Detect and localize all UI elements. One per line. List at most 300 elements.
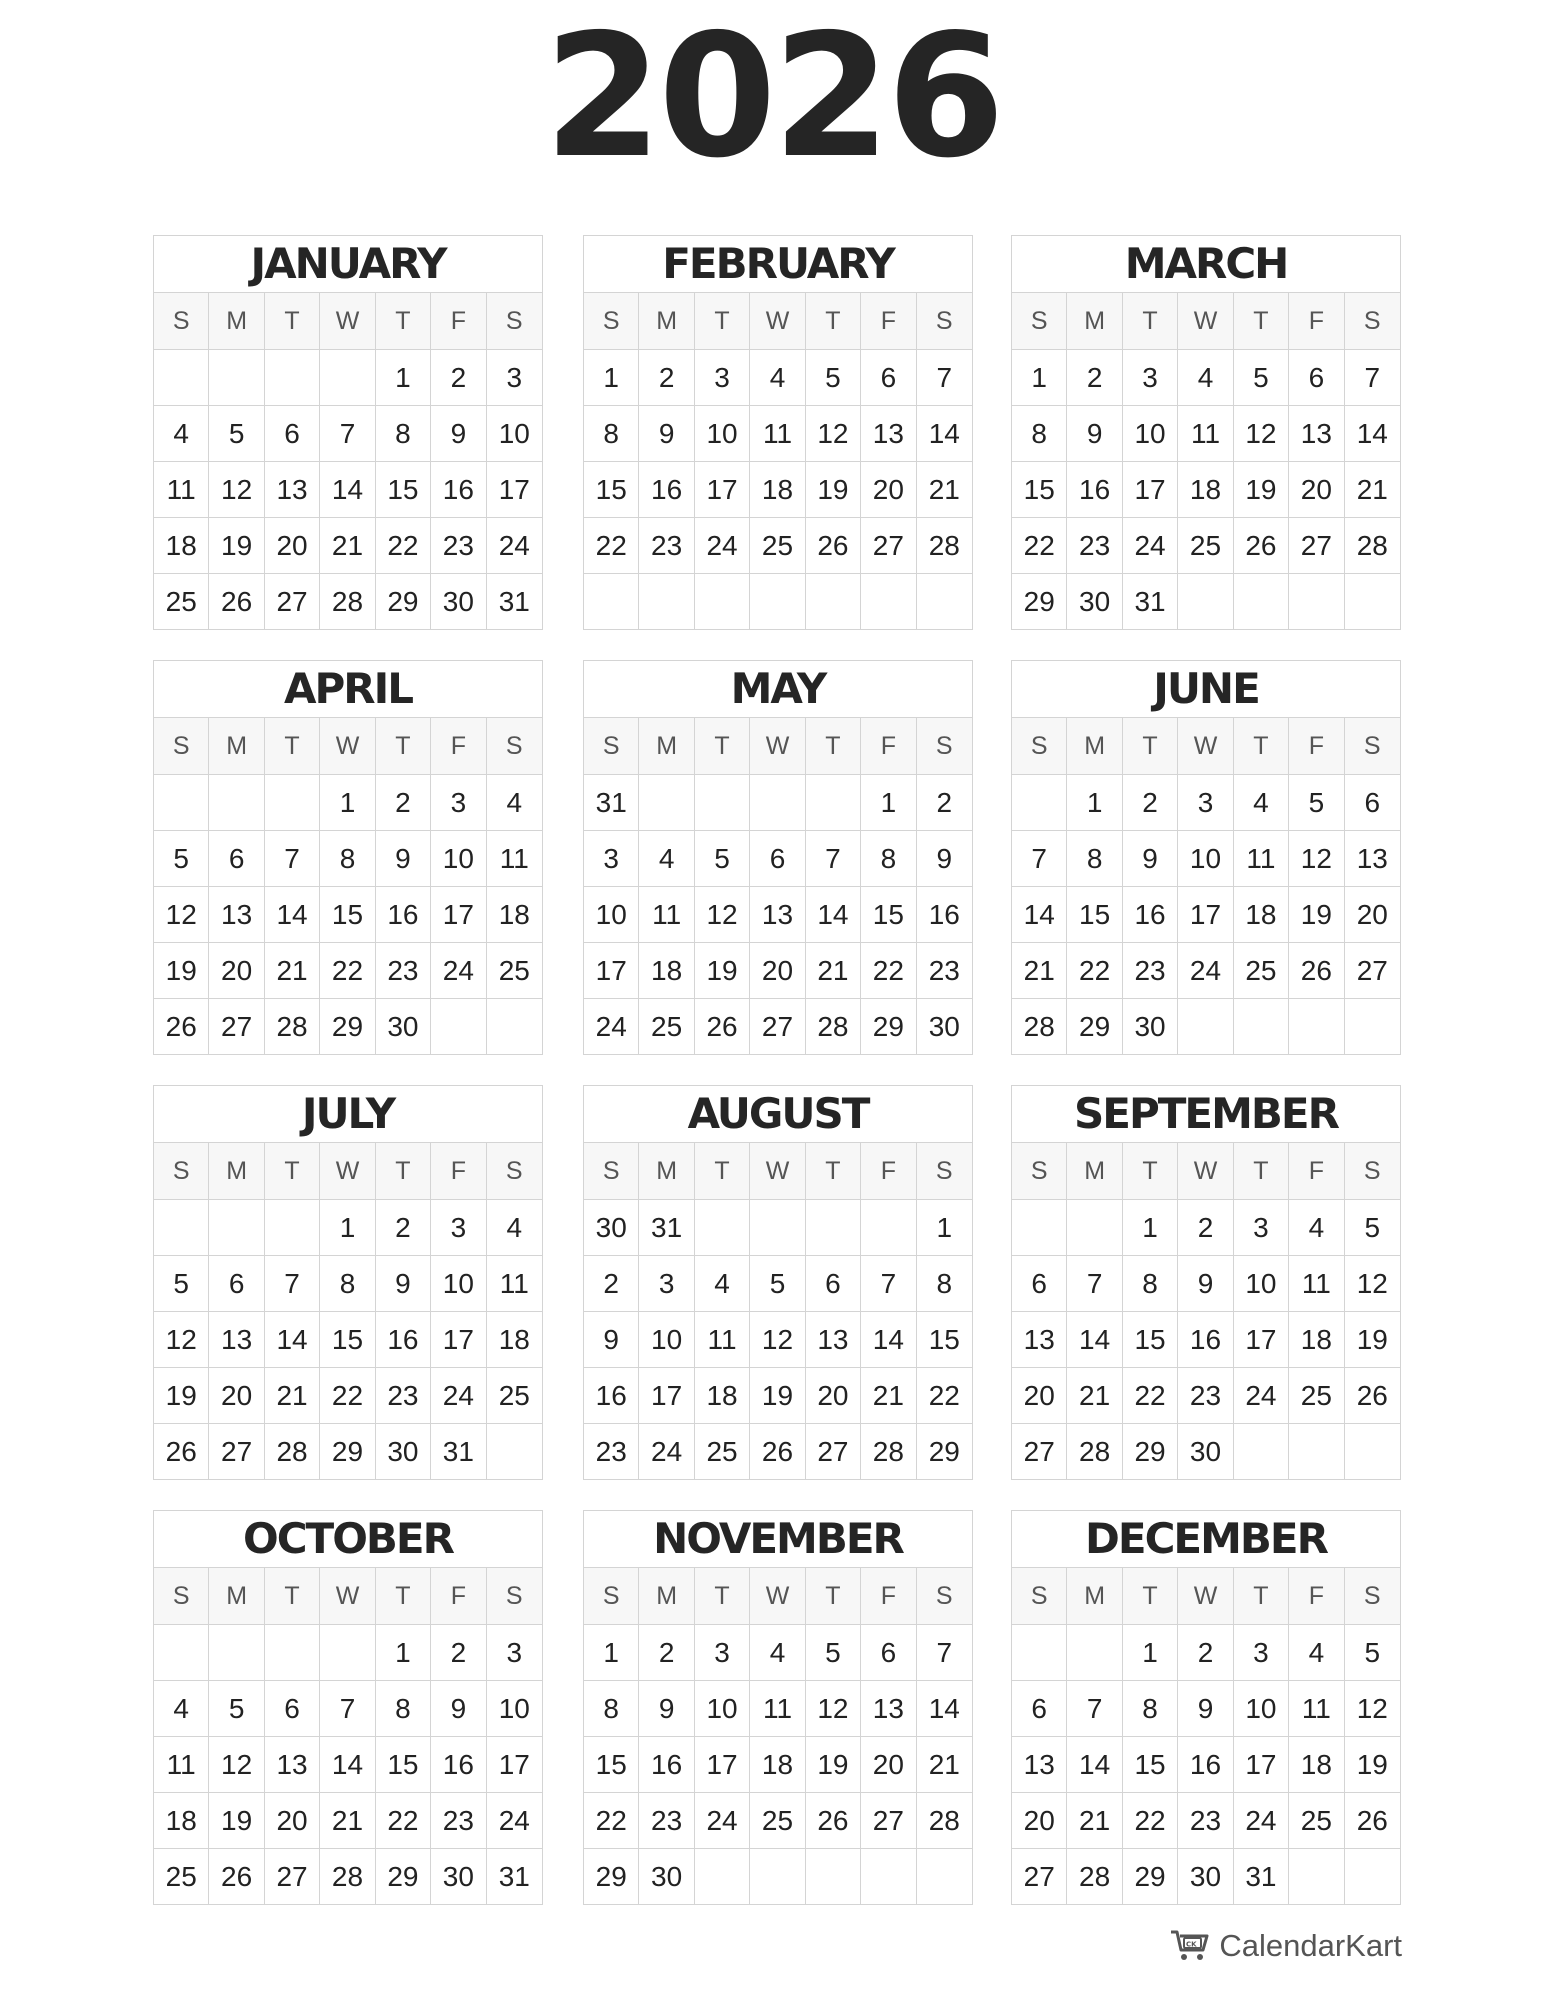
day-cell: 30	[431, 1849, 486, 1904]
day-cell: 6	[209, 1256, 264, 1312]
day-cell: 6	[209, 831, 264, 887]
day-cell: 21	[1067, 1368, 1122, 1424]
day-cell	[154, 350, 209, 406]
day-cell: 11	[750, 1681, 805, 1737]
day-cell: 20	[209, 943, 264, 999]
day-cell: 1	[917, 1200, 972, 1256]
day-cell: 19	[209, 1793, 264, 1849]
weekday-label: S	[917, 718, 972, 775]
day-cell	[209, 775, 264, 831]
weekday-label: F	[1289, 1568, 1344, 1625]
weekday-header	[584, 293, 972, 350]
day-cell: 17	[431, 887, 486, 943]
weekday-label: T	[265, 718, 320, 775]
day-cell: 15	[1123, 1312, 1178, 1368]
day-cell: 3	[431, 775, 486, 831]
day-cell: 6	[1012, 1256, 1067, 1312]
day-cell: 20	[861, 462, 916, 518]
day-cell: 5	[154, 831, 209, 887]
day-cell: 26	[1289, 943, 1344, 999]
day-cell: 20	[265, 518, 320, 574]
day-cell: 25	[154, 574, 209, 629]
day-cell: 1	[376, 350, 431, 406]
day-cell: 12	[1345, 1256, 1400, 1312]
day-cell: 1	[1067, 775, 1122, 831]
day-cell: 4	[154, 406, 209, 462]
day-cell: 22	[1067, 943, 1122, 999]
day-cell: 18	[154, 518, 209, 574]
day-cell	[861, 1849, 916, 1904]
day-cell: 12	[806, 406, 861, 462]
day-cell: 15	[1067, 887, 1122, 943]
day-cell: 18	[750, 462, 805, 518]
day-cell: 12	[154, 1312, 209, 1368]
day-cell: 10	[487, 1681, 542, 1737]
week-row	[1012, 350, 1400, 406]
week-row	[1012, 943, 1400, 999]
day-cell: 24	[1123, 518, 1178, 574]
weekday-header	[1012, 1143, 1400, 1200]
day-cell: 16	[376, 1312, 431, 1368]
day-cell	[1178, 999, 1233, 1054]
weekday-label: S	[487, 718, 542, 775]
day-cell: 13	[1012, 1737, 1067, 1793]
day-cell: 11	[154, 462, 209, 518]
month-name: MAY	[584, 661, 972, 718]
day-cell: 3	[639, 1256, 694, 1312]
day-cell: 27	[1289, 518, 1344, 574]
weekday-label: M	[1067, 718, 1122, 775]
day-cell: 24	[1234, 1368, 1289, 1424]
day-cell: 12	[1234, 406, 1289, 462]
day-cell: 16	[431, 1737, 486, 1793]
day-cell: 26	[806, 518, 861, 574]
day-cell	[695, 775, 750, 831]
day-cell: 1	[320, 775, 375, 831]
week-row	[154, 1200, 542, 1256]
month-september	[1011, 1085, 1401, 1480]
weekday-label: S	[584, 718, 639, 775]
day-cell: 4	[750, 1625, 805, 1681]
day-cell: 6	[265, 406, 320, 462]
day-cell: 23	[584, 1424, 639, 1479]
day-cell: 21	[917, 462, 972, 518]
day-cell: 4	[1234, 775, 1289, 831]
day-cell: 27	[209, 1424, 264, 1479]
month-name: MARCH	[1012, 236, 1400, 293]
weekday-label: M	[639, 1143, 694, 1200]
day-cell: 28	[1012, 999, 1067, 1054]
month-name: JULY	[154, 1086, 542, 1143]
day-cell	[917, 1849, 972, 1904]
weekday-label: M	[1067, 1143, 1122, 1200]
day-cell: 11	[154, 1737, 209, 1793]
weekday-label: W	[1178, 293, 1233, 350]
day-cell: 13	[265, 1737, 320, 1793]
day-cell	[1345, 1424, 1400, 1479]
day-cell: 20	[1345, 887, 1400, 943]
day-cell: 24	[584, 999, 639, 1054]
day-cell: 2	[1123, 775, 1178, 831]
month-name: JUNE	[1012, 661, 1400, 718]
months-grid	[153, 235, 1399, 1905]
weekday-label: W	[750, 1568, 805, 1625]
day-cell: 24	[695, 518, 750, 574]
day-cell: 13	[806, 1312, 861, 1368]
day-cell: 20	[1012, 1793, 1067, 1849]
day-cell: 20	[209, 1368, 264, 1424]
day-cell: 17	[431, 1312, 486, 1368]
weekday-label: F	[431, 1568, 486, 1625]
day-cell: 15	[376, 1737, 431, 1793]
day-cell: 19	[154, 1368, 209, 1424]
day-cell: 3	[487, 350, 542, 406]
day-cell: 23	[376, 943, 431, 999]
day-cell: 19	[695, 943, 750, 999]
day-cell: 11	[1178, 406, 1233, 462]
day-cell: 3	[431, 1200, 486, 1256]
day-cell: 22	[917, 1368, 972, 1424]
day-cell: 22	[320, 943, 375, 999]
week-row	[584, 350, 972, 406]
day-cell: 22	[320, 1368, 375, 1424]
day-cell: 7	[1345, 350, 1400, 406]
weekday-label: M	[209, 1568, 264, 1625]
day-cell: 9	[1178, 1256, 1233, 1312]
month-november	[583, 1510, 973, 1905]
day-cell: 22	[584, 1793, 639, 1849]
day-cell: 26	[209, 574, 264, 629]
week-row	[154, 999, 542, 1054]
weekday-label: T	[806, 718, 861, 775]
weekday-label: T	[695, 718, 750, 775]
week-row	[584, 1681, 972, 1737]
day-cell	[209, 1625, 264, 1681]
day-cell: 23	[917, 943, 972, 999]
month-march	[1011, 235, 1401, 630]
day-cell: 21	[1345, 462, 1400, 518]
day-cell: 28	[917, 1793, 972, 1849]
week-row	[154, 1256, 542, 1312]
day-cell: 1	[1123, 1200, 1178, 1256]
month-february	[583, 235, 973, 630]
weekday-label: S	[1345, 1143, 1400, 1200]
day-cell: 30	[376, 999, 431, 1054]
day-cell: 5	[1234, 350, 1289, 406]
day-cell: 20	[861, 1737, 916, 1793]
weekday-label: T	[1123, 1143, 1178, 1200]
day-cell: 29	[928, 1436, 960, 1467]
day-cell: 30	[431, 574, 486, 629]
week-row	[154, 775, 542, 831]
day-cell: 13	[1345, 831, 1400, 887]
day-cell: 8	[584, 1681, 639, 1737]
weekday-label: M	[639, 1568, 694, 1625]
day-cell: 21	[806, 943, 861, 999]
day-cell: 30	[928, 1011, 960, 1042]
week-row	[154, 406, 542, 462]
day-cell: 8	[584, 406, 639, 462]
weekday-label: M	[1067, 293, 1122, 350]
weekday-label: M	[209, 718, 264, 775]
day-cell: 31	[1234, 1849, 1289, 1904]
day-cell: 13	[265, 462, 320, 518]
day-cell: 15	[861, 887, 916, 943]
day-cell	[209, 1200, 264, 1256]
day-cell: 2	[584, 1256, 639, 1312]
day-cell: 4	[1289, 1200, 1344, 1256]
week-row	[584, 775, 972, 831]
week-row	[584, 1368, 972, 1424]
day-cell: 31	[431, 1424, 486, 1479]
day-cell: 19	[1345, 1737, 1400, 1793]
weekday-label: T	[376, 1568, 431, 1625]
day-cell: 11	[750, 406, 805, 462]
day-cell: 19	[806, 462, 861, 518]
month-name: FEBRUARY	[584, 236, 972, 293]
day-cell: 28	[917, 518, 972, 574]
day-cell: 12	[1289, 831, 1344, 887]
day-cell: 4	[639, 831, 694, 887]
day-cell: 26	[209, 1849, 264, 1904]
weekday-label: F	[431, 293, 486, 350]
day-cell: 7	[1012, 831, 1067, 887]
day-cell: 28	[320, 1849, 375, 1904]
day-cell: 31	[498, 586, 530, 617]
day-cell: 9	[639, 406, 694, 462]
week-row	[1012, 1625, 1400, 1681]
day-cell: 27	[861, 518, 916, 574]
day-cell: 16	[1123, 887, 1178, 943]
day-cell	[1289, 1849, 1344, 1904]
day-cell: 8	[320, 1256, 375, 1312]
day-cell: 23	[376, 1368, 431, 1424]
day-cell: 2	[376, 775, 431, 831]
weekday-label: W	[750, 1143, 805, 1200]
day-cell: 19	[750, 1368, 805, 1424]
day-cell: 5	[806, 350, 861, 406]
day-cell: 8	[1012, 406, 1067, 462]
day-cell: 19	[154, 943, 209, 999]
day-cell: 2	[639, 1625, 694, 1681]
week-row	[1012, 1681, 1400, 1737]
month-name: JANUARY	[154, 236, 542, 293]
day-cell: 4	[1178, 350, 1233, 406]
day-cell: 18	[1234, 887, 1289, 943]
day-cell	[1067, 1200, 1122, 1256]
day-cell: 18	[487, 1312, 542, 1368]
day-cell: 25	[639, 999, 694, 1054]
day-cell: 2	[917, 775, 972, 831]
day-cell: 2	[431, 1625, 486, 1681]
brand-name: CalendarKart	[1219, 1928, 1402, 1963]
day-cell: 25	[695, 1424, 750, 1479]
day-cell: 28	[320, 574, 375, 629]
day-cell	[1012, 775, 1067, 831]
day-cell: 1	[861, 775, 916, 831]
day-cell	[265, 350, 320, 406]
week-row	[154, 1737, 542, 1793]
day-cell: 9	[1178, 1681, 1233, 1737]
day-cell: 18	[1289, 1312, 1344, 1368]
day-cell: 1	[584, 350, 639, 406]
day-cell: 5	[806, 1625, 861, 1681]
day-cell: 10	[695, 1681, 750, 1737]
weekday-header	[584, 1143, 972, 1200]
day-cell: 2	[1067, 350, 1122, 406]
day-cell: 10	[639, 1312, 694, 1368]
day-cell: 24	[639, 1424, 694, 1479]
day-cell: 17	[639, 1368, 694, 1424]
day-cell: 13	[209, 887, 264, 943]
day-cell: 26	[1345, 1793, 1400, 1849]
week-row	[154, 462, 542, 518]
weekday-label: F	[431, 1143, 486, 1200]
day-cell	[154, 1200, 209, 1256]
day-cell: 27	[209, 999, 264, 1054]
day-cell: 10	[431, 1256, 486, 1312]
day-cell: 11	[487, 831, 542, 887]
day-cell: 14	[917, 1681, 972, 1737]
day-cell: 13	[861, 406, 916, 462]
day-cell: 17	[1234, 1737, 1289, 1793]
day-cell: 30	[376, 1424, 431, 1479]
weekday-label: T	[695, 1568, 750, 1625]
day-cell: 23	[639, 1793, 694, 1849]
day-cell: 11	[1234, 831, 1289, 887]
day-cell: 4	[154, 1681, 209, 1737]
day-cell: 17	[584, 943, 639, 999]
day-cell	[487, 999, 542, 1054]
weekday-label: T	[1234, 293, 1289, 350]
week-row	[1012, 1312, 1400, 1368]
day-cell: 28	[265, 1424, 320, 1479]
day-cell	[1345, 574, 1400, 629]
day-cell: 21	[320, 518, 375, 574]
day-cell: 6	[1345, 775, 1400, 831]
day-cell: 15	[320, 1312, 375, 1368]
day-cell	[265, 1625, 320, 1681]
day-cell	[1289, 1424, 1344, 1479]
day-cell: 17	[1234, 1312, 1289, 1368]
weekday-label: M	[639, 718, 694, 775]
day-cell: 10	[584, 887, 639, 943]
day-cell: 13	[750, 887, 805, 943]
month-august	[583, 1085, 973, 1480]
day-cell: 10	[1178, 831, 1233, 887]
day-cell	[806, 1200, 861, 1256]
day-cell: 7	[320, 1681, 375, 1737]
day-cell: 30	[1067, 574, 1122, 629]
day-cell: 18	[1289, 1737, 1344, 1793]
day-cell: 27	[750, 999, 805, 1054]
month-name: OCTOBER	[154, 1511, 542, 1568]
weekday-label: T	[806, 293, 861, 350]
day-cell: 14	[320, 1737, 375, 1793]
day-cell: 9	[639, 1681, 694, 1737]
day-cell: 18	[639, 943, 694, 999]
day-cell	[695, 1200, 750, 1256]
day-cell: 17	[1123, 462, 1178, 518]
day-cell: 22	[584, 518, 639, 574]
day-cell: 26	[1234, 518, 1289, 574]
day-cell: 16	[917, 887, 972, 943]
weekday-label: S	[584, 1568, 639, 1625]
day-cell: 25	[1289, 1368, 1344, 1424]
day-cell	[1012, 1200, 1067, 1256]
weekday-label: M	[1067, 1568, 1122, 1625]
weekday-label: M	[639, 293, 694, 350]
week-row	[154, 1312, 542, 1368]
weekday-label: S	[1012, 1568, 1067, 1625]
day-cell	[1067, 1625, 1122, 1681]
day-cell	[750, 574, 805, 629]
weekday-label: F	[1289, 293, 1344, 350]
day-cell: 14	[1012, 887, 1067, 943]
weekday-label: F	[1289, 1143, 1344, 1200]
day-cell: 27	[1345, 943, 1400, 999]
day-cell: 15	[1123, 1737, 1178, 1793]
weekday-label: T	[1123, 1568, 1178, 1625]
week-row	[1012, 462, 1400, 518]
day-cell: 28	[861, 1424, 916, 1479]
weekday-header	[154, 293, 542, 350]
day-cell: 11	[1289, 1256, 1344, 1312]
day-cell: 24	[431, 943, 486, 999]
day-cell: 16	[584, 1368, 639, 1424]
day-cell: 1	[1123, 1625, 1178, 1681]
day-cell: 24	[695, 1793, 750, 1849]
day-cell	[1289, 574, 1344, 629]
day-cell: 29	[376, 1849, 431, 1904]
day-cell: 26	[806, 1793, 861, 1849]
day-cell: 10	[695, 406, 750, 462]
day-cell: 29	[1012, 574, 1067, 629]
day-cell: 3	[695, 1625, 750, 1681]
day-cell: 26	[750, 1424, 805, 1479]
day-cell: 23	[1178, 1793, 1233, 1849]
day-cell	[861, 574, 916, 629]
day-cell	[487, 1424, 542, 1479]
month-name: DECEMBER	[1012, 1511, 1400, 1568]
weekday-label: T	[806, 1568, 861, 1625]
day-cell: 15	[584, 462, 639, 518]
day-cell: 17	[695, 462, 750, 518]
week-row	[584, 943, 972, 999]
day-cell: 21	[861, 1368, 916, 1424]
month-may	[583, 660, 973, 1055]
day-cell: 4	[695, 1256, 750, 1312]
weekday-header	[154, 1568, 542, 1625]
day-cell: 21	[1067, 1793, 1122, 1849]
day-cell: 4	[487, 1200, 542, 1256]
weekday-label: S	[1345, 718, 1400, 775]
week-row	[584, 1793, 972, 1849]
week-row	[1012, 518, 1400, 574]
week-row	[584, 1312, 972, 1368]
day-cell: 3	[695, 350, 750, 406]
day-cell: 14	[1067, 1737, 1122, 1793]
day-cell: 10	[487, 406, 542, 462]
week-row	[154, 1849, 542, 1904]
day-cell: 1	[376, 1625, 431, 1681]
brand-logo	[1169, 1928, 1402, 1964]
day-cell: 26	[1345, 1368, 1400, 1424]
month-july	[153, 1085, 543, 1480]
weekday-label: W	[1178, 1568, 1233, 1625]
day-cell: 16	[639, 1737, 694, 1793]
week-row	[1012, 1793, 1400, 1849]
